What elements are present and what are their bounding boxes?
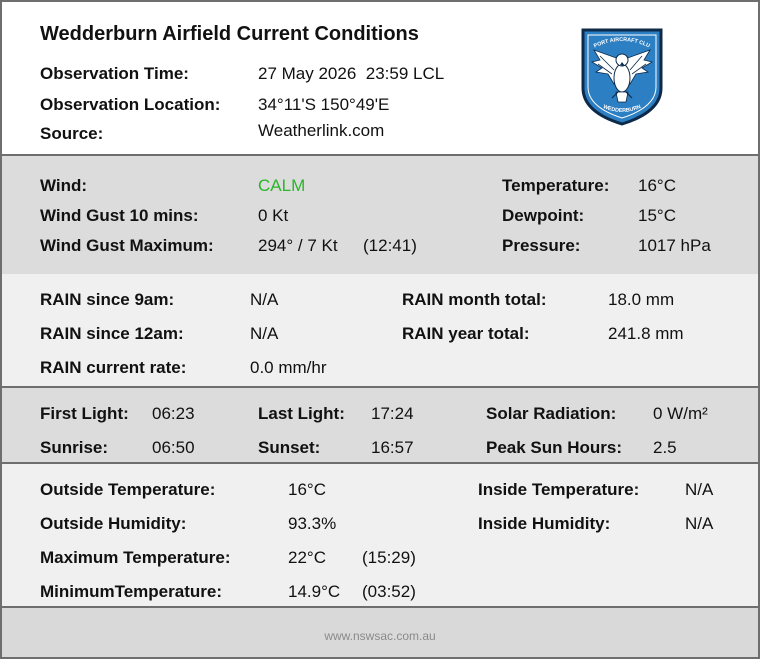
last-light-label: Last Light: (258, 404, 345, 423)
sunrise-value: 06:50 (152, 438, 195, 457)
wind-gust-max-value: 294° / 7 Kt (258, 236, 338, 255)
outside-temperature-label: Outside Temperature: (40, 480, 216, 499)
outside-temperature-value: 16°C (288, 480, 326, 499)
observation-time-label: Observation Time: (40, 64, 189, 83)
rain-since-9am-value: N/A (250, 290, 279, 309)
rain-year-total-value: 241.8 mm (608, 324, 684, 343)
wind-gust-max-label: Wind Gust Maximum: (40, 236, 214, 255)
footer (2, 608, 758, 657)
maximum-temperature-time: (15:29) (362, 548, 416, 567)
rain-since-9am-label: RAIN since 9am: (40, 290, 175, 309)
svg-text:SPORT AIRCRAFT CLUB: PORT AIRCRAFT CLU (592, 36, 651, 50)
last-light-value: 17:24 (371, 404, 414, 423)
wind-label: Wind: (40, 176, 88, 195)
source-label: Source: (40, 124, 104, 143)
rain-month-total-label: RAIN month total: (402, 290, 547, 309)
footer-url: www.nswsac.com.au (324, 629, 436, 643)
temperature-label: Temperature: (502, 176, 610, 195)
wind-value: CALM (258, 176, 306, 195)
inside-temperature-label: Inside Temperature: (478, 480, 640, 499)
outside-humidity-value: 93.3% (288, 514, 337, 533)
maximum-temperature-label: Maximum Temperature: (40, 548, 231, 567)
pressure-value: 1017 hPa (638, 236, 711, 255)
rain-section (2, 274, 758, 388)
inside-humidity-value: N/A (685, 514, 714, 533)
solar-radiation-label: Solar Radiation: (486, 404, 617, 423)
source-value: Weatherlink.com (258, 121, 385, 140)
club-logo (580, 26, 664, 126)
observation-location-value: 34°11'S 150°49'E (258, 95, 390, 114)
wind-section (2, 154, 758, 276)
sunset-label: Sunset: (258, 438, 321, 457)
rain-current-rate-label: RAIN current rate: (40, 358, 187, 377)
wind-gust-10-value: 0 Kt (258, 206, 289, 225)
temperature-value: 16°C (638, 176, 676, 195)
peak-sun-hours-label: Peak Sun Hours: (486, 438, 623, 457)
observation-time-value: 27 May 2026 23:59 LCL (258, 64, 445, 83)
wind-gust-10-label: Wind Gust 10 mins: (40, 206, 199, 225)
inside-temperature-value: N/A (685, 480, 714, 499)
wind-gust-max-time: (12:41) (363, 236, 417, 255)
temperature-section (2, 464, 758, 608)
maximum-temperature-value: 22°C (288, 548, 326, 567)
rain-year-total-label: RAIN year total: (402, 324, 530, 343)
svg-text:WEDDERBURN: WEDDERBURN (602, 104, 642, 115)
page-title: Wedderburn Airfield Current Conditions (40, 23, 419, 45)
rain-since-12am-value: N/A (250, 324, 279, 343)
inside-humidity-label: Inside Humidity: (478, 514, 611, 533)
solar-radiation-value: 0 W/m² (653, 404, 708, 423)
minimum-temperature-label: MinimumTemperature: (40, 582, 222, 601)
minimum-temperature-value: 14.9°C (288, 582, 341, 601)
dewpoint-value: 15°C (638, 206, 676, 225)
first-light-label: First Light: (40, 404, 129, 423)
observation-location-label: Observation Location: (40, 95, 221, 114)
sunset-value: 16:57 (371, 438, 414, 457)
first-light-value: 06:23 (152, 404, 195, 423)
dewpoint-label: Dewpoint: (502, 206, 585, 225)
sun-section (2, 388, 758, 464)
pressure-label: Pressure: (502, 236, 581, 255)
rain-current-rate-value: 0.0 mm/hr (250, 358, 327, 377)
outside-humidity-label: Outside Humidity: (40, 514, 187, 533)
rain-since-12am-label: RAIN since 12am: (40, 324, 184, 343)
peak-sun-hours-value: 2.5 (653, 438, 677, 457)
minimum-temperature-time: (03:52) (362, 582, 416, 601)
sunrise-label: Sunrise: (40, 438, 109, 457)
rain-month-total-value: 18.0 mm (608, 290, 675, 309)
header-section (2, 2, 758, 152)
